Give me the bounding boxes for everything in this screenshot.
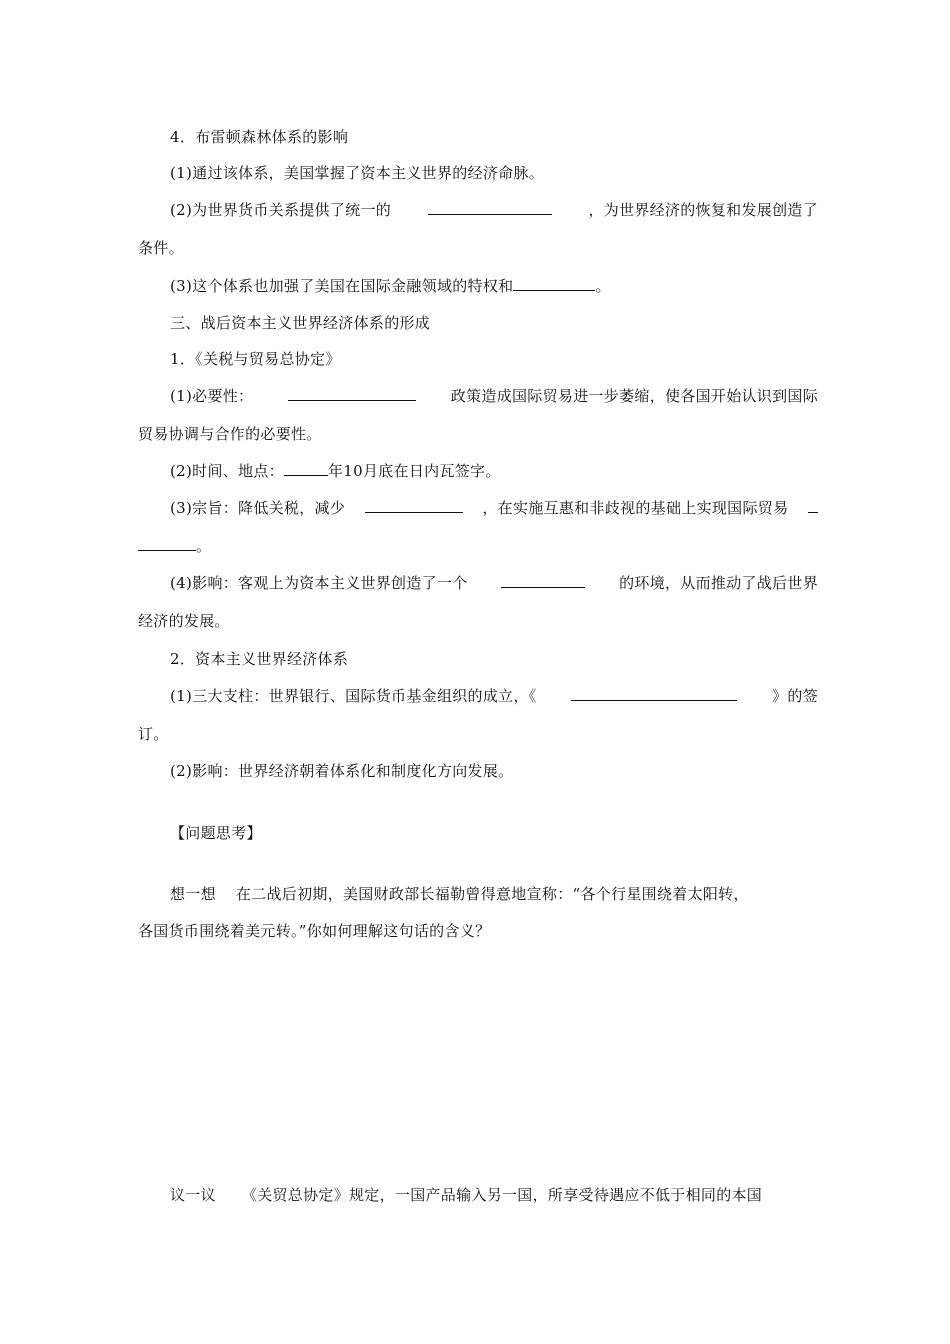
fill-blank: [571, 686, 737, 701]
section-4-title: 4．布雷顿森林体系的影响: [170, 128, 349, 146]
discuss-label: 议一议: [170, 1186, 216, 1204]
section-4-item-2-text-a: (2)为世界货币关系提供了统一的: [170, 201, 392, 219]
section-4-item-2-continued: 条件。: [138, 239, 184, 257]
gatt-item-3-text-c: 。: [196, 537, 212, 555]
gatt-item-2-text-a: (2)时间、地点：: [170, 462, 284, 480]
section-4-item-1: (1)通过该体系，美国掌握了资本主义世界的经济命脉。: [170, 164, 545, 182]
fill-blank: [808, 498, 818, 513]
system-item-1: [170, 686, 818, 706]
fill-blank: [501, 573, 585, 588]
section-4-item-2: [170, 200, 818, 220]
system-item-1-continued: 订。: [138, 725, 169, 743]
system-title: 2．资本主义世界经济体系: [170, 650, 349, 668]
section-4-item-3: [170, 276, 818, 296]
discuss-question: [170, 1185, 818, 1205]
gatt-item-1: [170, 386, 818, 406]
section-4-item-3-text-a: (3)这个体系也加强了美国在国际金融领域的特权和: [170, 277, 514, 295]
fill-blank: [288, 386, 416, 401]
gatt-item-3-text-a: (3)宗旨：降低关税，减少: [170, 499, 346, 517]
think-text-a: 在二战后初期，美国财政部长福勒曾得意地宣称：“各个行星围绕着太阳转，: [235, 885, 749, 903]
fill-blank: [284, 461, 328, 476]
system-item-1-text-b: 》的签: [772, 687, 818, 705]
gatt-item-4-text-b: 的环境，从而推动了战后世界: [619, 574, 818, 592]
fill-blank: [513, 276, 595, 291]
system-item-1-text-a: (1)三大支柱：世界银行、国际货币基金组织的成立，《: [170, 687, 537, 705]
think-question-continued: 各国货币围绕着美元转。”你如何理解这句话的含义？: [138, 922, 491, 940]
section-4-item-2-text-b: ，为世界经济的恢复和发展创造了: [588, 201, 818, 219]
gatt-item-3: [170, 498, 818, 518]
discuss-text-a: 《关贸总协定》规定，一国产品输入另一国，所享受待遇应不低于相同的本国: [241, 1186, 763, 1204]
gatt-item-2-text-b: 年10月底在日内瓦签字。: [327, 462, 501, 480]
gatt-item-3-continued: [138, 536, 818, 556]
system-item-2: (2)影响：世界经济朝着体系化和制度化方向发展。: [170, 762, 514, 780]
gatt-item-3-text-b: ，在实施互惠和非歧视的基础上实现国际贸易: [482, 499, 789, 517]
gatt-item-1-text-b: 政策造成国际贸易进一步萎缩，使各国开始认识到国际: [450, 387, 818, 405]
gatt-item-1-continued: 贸易协调与合作的必要性。: [138, 425, 322, 443]
thinking-title: 【问题思考】: [170, 824, 262, 842]
fill-blank: [365, 498, 463, 513]
fill-blank: [428, 200, 552, 215]
gatt-item-2: [170, 461, 818, 481]
gatt-item-4-text-a: (4)影响：客观上为资本主义世界创造了一个: [170, 574, 468, 592]
gatt-item-1-text-a: (1)必要性：: [170, 387, 254, 405]
gatt-item-4: [170, 573, 818, 593]
part-3-title: 三、战后资本主义世界经济体系的形成: [170, 314, 431, 332]
gatt-title: 1．《关税与贸易总协定》: [170, 350, 341, 368]
gatt-item-4-continued: 经济的发展。: [138, 612, 230, 630]
think-question: [170, 884, 818, 904]
fill-blank: [138, 536, 196, 551]
think-label: 想一想: [170, 885, 216, 903]
section-4-item-3-text-b: 。: [595, 277, 611, 295]
